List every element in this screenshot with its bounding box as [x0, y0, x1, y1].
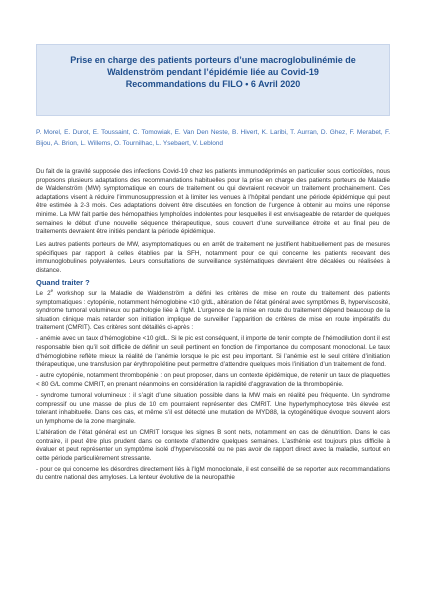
title-banner — [36, 44, 390, 116]
criterion-general-state: L’altération de l’état général est un CMRIT lorsque les signes B sont nets, notamment en cas de dénutrition. Dans le cas contraire, il peut être plus prudent dans ce contexte d’attendre quelques semaines. L’asthénie est toujours plus difficile à évaluer et peut représenter un symptôme isolé d’hyperviscosité ou ne pas avoir de rapport direct avec la maladie, surtout en cette période particulièrement stressante. — [36, 428, 390, 462]
ordinal-suffix: e — [50, 287, 54, 293]
title-line-2: Waldenström pendant l’épidémie liée au Covid-19 — [107, 67, 319, 77]
criterion-cytopenia: - autre cytopénie, notamment thrombopénie : on peut proposer, dans un contexte épidémique, de retenir un taux de plaquettes < 80 G/L comme CMRIT, en prenant néanmoins en considération la rapidité d’aggravation de la thrombopénie. — [36, 372, 390, 388]
intro-paragraph-2: Les autres patients porteurs de MW, asymptomatiques ou en arrêt de traitement ne justifient habituellement pas de mesures spécifiques par rapport à celles établies par la SFH, notamment pour ce qui concerne les patients recevant des immunoglobulines polyvalentes. Leurs consultations de surveillance systématiques devraient être décalées ou réalisées à distance. — [36, 241, 390, 274]
section-heading: Quand traiter ? — [36, 278, 90, 287]
workshop-prefix: Le 2 — [36, 290, 51, 297]
author-list: P. Morel, E. Durot, E. Toussaint, C. Tomowiak, E. Van Den Neste, B. Hivert, K. Laribi, T. Aurran, D. Ghez, F. Merabet, F. Bijou, A. Brion, L. Willems, O. Tournilhac, L. Ysebaert, V. Leblond — [36, 129, 390, 147]
criterion-igm-disorders: - pour ce qui concerne les désordres directement liés à l’IgM monoclonale, il est conseillé de se reporter aux recommandations du centre national des amyloses. La lenteur évolutive de la neuropathie — [36, 465, 390, 482]
workshop-text: workshop sur la Maladie de Waldenström a défini les critères de mise en route du traitement des patients symptomatiques : cytopénie, notamment hémoglobine <10 g/dL, altération de l’état général avec symptômes B, hyperviscosité, syndrome tumoral volumineux ou pathologie liée à l’IgM. L’urgence de la mise en route du traitement dépend beaucoup de la situation clinique mais retarder son initiation implique de surveiller l’apparition de critères de mise en route impératifs du traitement (CMRIT). Ces critères sont détaillés ci-après : — [36, 290, 390, 332]
title-line-1: Prise en charge des patients porteurs d’une macroglobulinémie de — [70, 55, 356, 65]
criterion-anemia: - anémie avec un taux d’hémoglobine <10 g/dL. Si le pic est conséquent, il importe de tenir compte de l’hémodilution dont il est responsable bien qu’il soit difficile de définir un seuil pertinent en fonction de l’importance du composant monoclonal. Le taux d’hémoglobine reflète mieux la réalité de l’anémie lorsque le pic est peu important. Si l’anémie est le seul critère d’initiation thérapeutique, une transfusion par érythropoïétine peut permettre d’attendre quelques mois l’initiation d’un traitement de fond. — [36, 335, 390, 369]
workshop-paragraph — [36, 287, 390, 333]
section-body — [36, 287, 390, 485]
intro-paragraph-1: Du fait de la gravité supposée des infections Covid-19 chez les patients immunodéprimés en particulier sous corticoïdes, nous proposons plusieurs adaptations des recommandations habituelles pour la prise en charge des patients porteurs de Maladie de Waldenström (MW) symptomatique en cours de traitement ou qui devraient recevoir un traitement prochainement. Ces adaptations visent à réduire l’immunosuppression et à limiter les venues à l’hôpital pendant une période épidémique qui peut être estimée à 2-3 mois. Ces adaptations doivent être discutées en fonction de l’urgence à obtenir au moins une réponse minime. La MW fait partie des hémopathies lymphoïdes indolentes pour lesquelles il est envisageable de retarder de quelques semaines le début d’une nouvelle séquence thérapeutique, sous couvert d’une surveillance étroite et au final peu de traitements devraient être initiés pendant la période épidémique. — [36, 168, 390, 236]
criterion-tumor-syndrome: - syndrome tumoral volumineux : il s’agit d’une situation possible dans la MW mais en réalité peu fréquente. Un syndrome compressif ou une masse de plus de 10 cm pourraient représenter des CMRIT. Une hyperlymphocytose très élevée est tolerant inhabituelle. Dans ces cas, et même s’il est détecté une mutation de MYD88, la cytogénétique évoque souvent alors un lymphome de la zone marginale. — [36, 392, 390, 425]
title-subtitle: Recommandations du FILO • 6 Avril 2020 — [125, 79, 301, 89]
